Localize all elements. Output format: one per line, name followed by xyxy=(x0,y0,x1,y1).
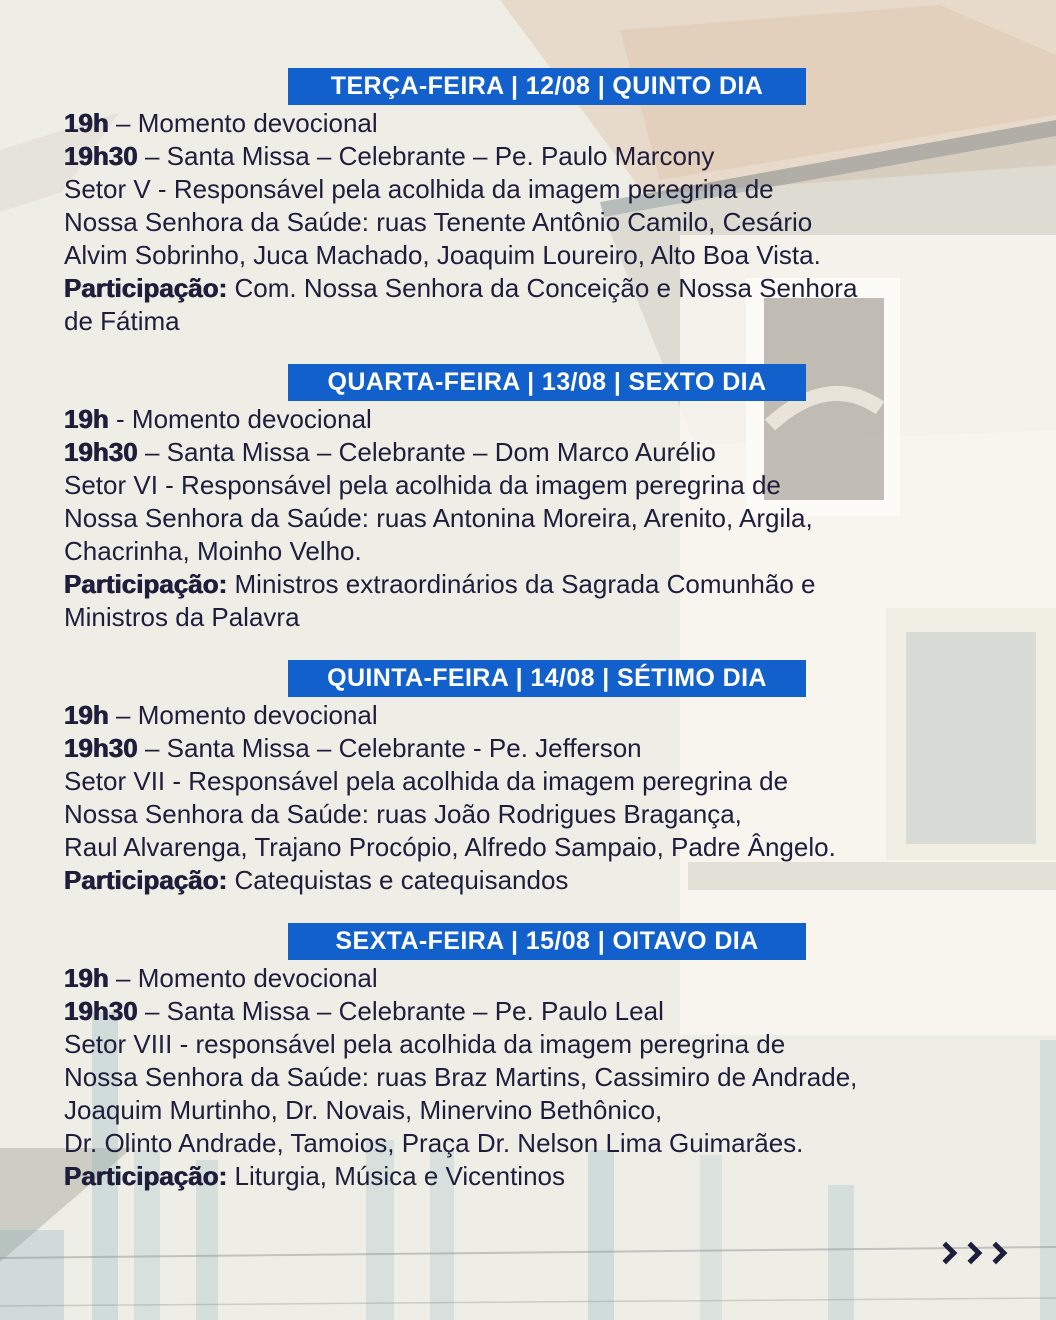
line-text: – Momento devocional xyxy=(108,108,378,138)
schedule-line xyxy=(64,1127,992,1160)
line-text: Alvim Sobrinho, Juca Machado, Joaquim Loureiro, Alto Boa Vista. xyxy=(64,240,821,270)
triple-chevron-right-icon xyxy=(938,1245,1004,1261)
schedule-line xyxy=(64,601,992,634)
schedule-line xyxy=(64,272,992,305)
line-bold: 19h xyxy=(64,963,109,993)
day-banner: QUINTA-FEIRA | 14/08 | SÉTIMO DIA xyxy=(288,660,806,697)
schedule-line xyxy=(64,173,992,206)
schedule-line xyxy=(64,1028,992,1061)
line-text: Ministros extraordinários da Sagrada Comunhão e xyxy=(227,569,816,599)
line-bold: 19h xyxy=(64,404,109,434)
line-text: Nossa Senhora da Saúde: ruas Antonina Moreira, Arenito, Argila, xyxy=(64,503,813,533)
schedule-line xyxy=(64,107,992,140)
schedule-line xyxy=(64,831,992,864)
line-text: Setor VI - Responsável pela acolhida da imagem peregrina de xyxy=(64,470,781,500)
schedule-line xyxy=(64,1160,992,1193)
line-text: Nossa Senhora da Saúde: ruas Tenente Antônio Camilo, Cesário xyxy=(64,207,813,237)
line-text: Chacrinha, Moinho Velho. xyxy=(64,536,362,566)
line-text: Com. Nossa Senhora da Conceição e Nossa Senhora xyxy=(227,273,858,303)
line-text: – Santa Missa – Celebrante - Pe. Jefferson xyxy=(137,733,642,763)
line-text: – Santa Missa – Celebrante – Pe. Paulo Marcony xyxy=(137,141,715,171)
day-banner: SEXTA-FEIRA | 15/08 | OITAVO DIA xyxy=(288,923,806,960)
schedule-line xyxy=(64,995,992,1028)
schedule-line xyxy=(64,502,992,535)
schedule-line xyxy=(64,962,992,995)
line-text: – Momento devocional xyxy=(108,700,378,730)
chevron-right-icon xyxy=(985,1242,1008,1265)
line-bold: 19h30 xyxy=(64,996,138,1026)
schedule-line xyxy=(64,1061,992,1094)
line-bold: 19h xyxy=(64,700,109,730)
schedule-line xyxy=(64,864,992,897)
line-bold: Participação: xyxy=(64,569,228,599)
line-text: Setor VII - Responsável pela acolhida da imagem peregrina de xyxy=(64,766,789,796)
schedule-line xyxy=(64,305,992,338)
line-text: – Momento devocional xyxy=(108,963,378,993)
schedule-line xyxy=(64,1094,992,1127)
schedule-line xyxy=(64,469,992,502)
schedule-line xyxy=(64,699,992,732)
schedule-line xyxy=(64,535,992,568)
line-text: Setor V - Responsável pela acolhida da imagem peregrina de xyxy=(64,174,774,204)
chevron-right-icon xyxy=(935,1242,958,1265)
schedule-line xyxy=(64,239,992,272)
line-text: Liturgia, Música e Vicentinos xyxy=(227,1161,565,1191)
schedule-section-sexto-dia xyxy=(64,364,992,634)
line-bold: 19h30 xyxy=(64,437,138,467)
schedule-line xyxy=(64,140,992,173)
schedule-content xyxy=(64,68,992,1219)
line-text: de Fátima xyxy=(64,306,180,336)
line-text: Nossa Senhora da Saúde: ruas João Rodrigues Bragança, xyxy=(64,799,742,829)
schedule-line xyxy=(64,206,992,239)
line-bold: 19h30 xyxy=(64,733,138,763)
schedule-line xyxy=(64,798,992,831)
schedule-line xyxy=(64,732,992,765)
schedule-section-quinto-dia xyxy=(64,68,992,338)
line-bold: 19h30 xyxy=(64,141,138,171)
chevron-right-icon xyxy=(960,1242,983,1265)
line-text: Dr. Olinto Andrade, Tamoios, Praça Dr. Nelson Lima Guimarães. xyxy=(64,1128,804,1158)
line-text: Nossa Senhora da Saúde: ruas Braz Martins, Cassimiro de Andrade, xyxy=(64,1062,858,1092)
line-text: - Momento devocional xyxy=(108,404,372,434)
schedule-section-oitavo-dia xyxy=(64,923,992,1193)
line-text: Setor VIII - responsável pela acolhida da imagem peregrina de xyxy=(64,1029,786,1059)
day-banner: TERÇA-FEIRA | 12/08 | QUINTO DIA xyxy=(288,68,806,105)
schedule-line xyxy=(64,568,992,601)
line-text: Joaquim Murtinho, Dr. Novais, Minervino Bethônico, xyxy=(64,1095,663,1125)
line-bold: Participação: xyxy=(64,273,228,303)
line-text: Raul Alvarenga, Trajano Procópio, Alfredo Sampaio, Padre Ângelo. xyxy=(64,832,836,862)
line-bold: Participação: xyxy=(64,865,228,895)
line-bold: Participação: xyxy=(64,1161,228,1191)
line-text: Ministros da Palavra xyxy=(64,602,300,632)
line-text: – Santa Missa – Celebrante – Dom Marco Aurélio xyxy=(137,437,716,467)
day-banner: QUARTA-FEIRA | 13/08 | SEXTO DIA xyxy=(288,364,806,401)
line-text: – Santa Missa – Celebrante – Pe. Paulo Leal xyxy=(137,996,664,1026)
schedule-section-setimo-dia xyxy=(64,660,992,897)
schedule-line xyxy=(64,403,992,436)
line-text: Catequistas e catequisandos xyxy=(227,865,569,895)
schedule-line xyxy=(64,765,992,798)
schedule-line xyxy=(64,436,992,469)
line-bold: 19h xyxy=(64,108,109,138)
